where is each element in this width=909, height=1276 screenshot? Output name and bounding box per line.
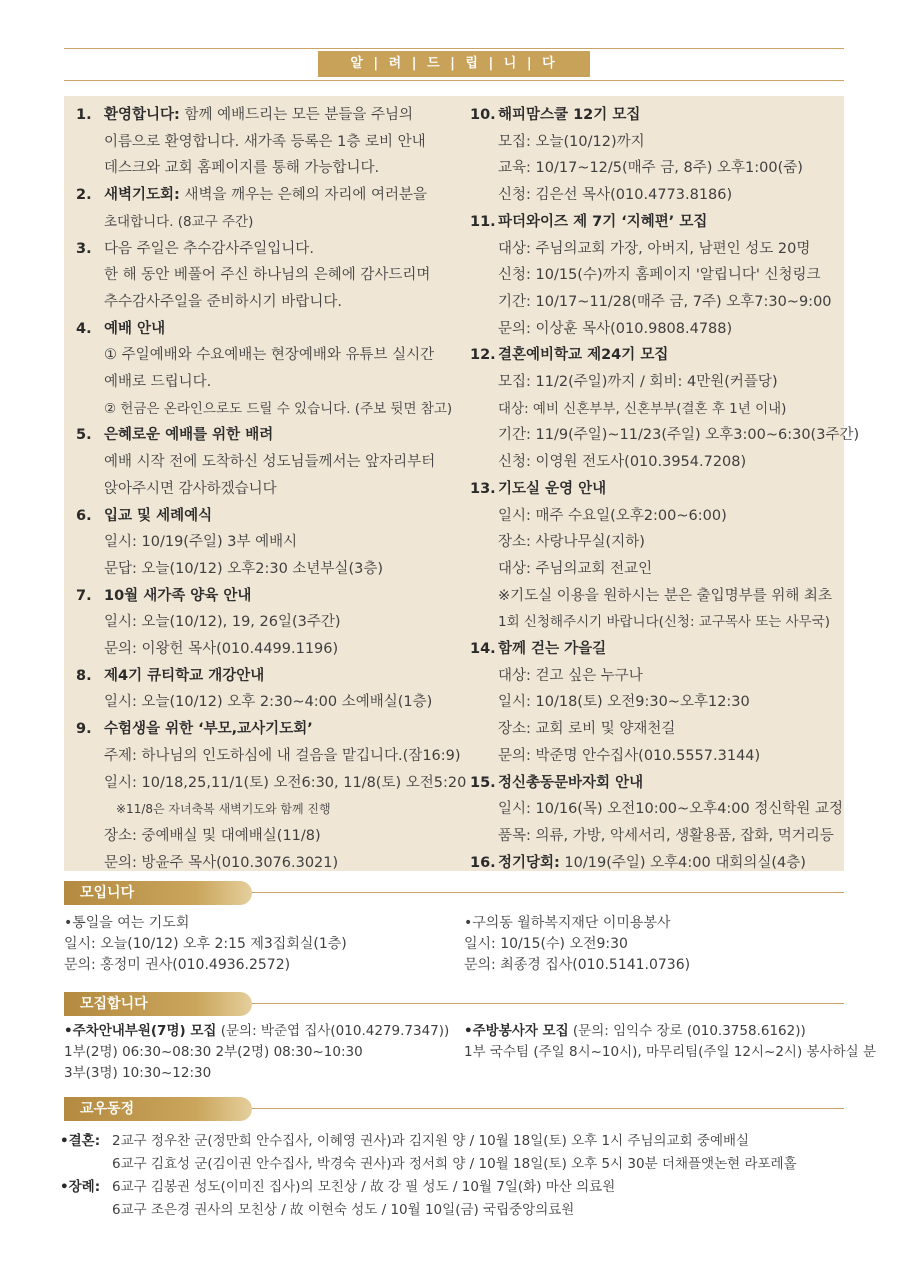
notice-detail-line: 장소: 사랑나무실(지하) bbox=[498, 534, 645, 551]
notice-detail-line: 일시: 매주 수요일(오후2:00~6:00) bbox=[498, 507, 727, 524]
notice-title-line bbox=[470, 770, 842, 797]
notice-detail-line: 예배로 드립니다. bbox=[104, 374, 212, 391]
meet-right bbox=[464, 913, 690, 976]
notice-detail-line: 데스크와 교회 홈페이지를 통해 가능합니다. bbox=[104, 160, 380, 177]
notice-detail-line: 대상: 주님의교회 전교인 bbox=[498, 560, 653, 577]
recruit-left-contact: (문의: 박준엽 집사(010.4279.7347)) bbox=[216, 1023, 450, 1039]
notice-detail-line: 일시: 10/18,25,11/1(토) 오전6:30, 11/8(토) 오전5:20 bbox=[104, 774, 467, 791]
notice-number: 6. bbox=[76, 507, 92, 524]
notice-number: 3. bbox=[76, 240, 92, 257]
notice-title-line bbox=[76, 182, 461, 209]
notice-detail-line: 예배 시작 전에 도착하신 성도님들께서는 앞자리부터 bbox=[104, 454, 436, 471]
section-meet bbox=[64, 881, 844, 905]
notice-detail-line: 1회 신청해주시기 바랍니다(신청: 교구목사 또는 사무국) bbox=[498, 614, 831, 631]
notice-detail-line: 대상: 걷고 싶은 누구나 bbox=[498, 667, 643, 684]
notice-title-line bbox=[76, 236, 461, 263]
notice-item bbox=[76, 663, 461, 716]
top-rule bbox=[64, 48, 844, 49]
meet-left-line: 문의: 홍정미 권사(010.4936.2572) bbox=[64, 957, 291, 973]
notice-detail-line: 문의: 이왕헌 목사(010.4499.1196) bbox=[104, 641, 339, 658]
notice-item bbox=[76, 716, 467, 876]
section-rule bbox=[252, 1108, 844, 1109]
banner-rule bbox=[64, 80, 844, 81]
notice-title: 제4기 큐티학교 개강안내 bbox=[104, 667, 265, 684]
notice-detail-line: 앉아주시면 감사하겠습니다 bbox=[104, 480, 277, 497]
notice-number: 4. bbox=[76, 320, 92, 337]
meet-left bbox=[64, 913, 347, 976]
notice-item bbox=[470, 636, 842, 770]
notice-number: 2. bbox=[76, 187, 92, 204]
section-rule bbox=[252, 1003, 844, 1004]
notice-detail-line: 모집: 오늘(10/12)까지 bbox=[498, 133, 645, 150]
section-title: 모입니다 bbox=[64, 881, 252, 905]
notice-item bbox=[470, 102, 842, 209]
wedding-line: 2교구 정우찬 군(정만희 안수집사, 이혜영 권사)과 김지원 양 / 10월 18일(토) 오후 1시 주님의교회 중예배실 bbox=[112, 1133, 750, 1149]
notice-note: ※11/8은 자녀축복 새벽기도와 함께 진행 bbox=[116, 802, 331, 817]
section-news bbox=[64, 1097, 844, 1121]
notice-number: 10. bbox=[470, 107, 496, 123]
meet-right-line: 문의: 최종경 집사(010.5141.0736) bbox=[464, 957, 691, 973]
recruit-left-line: 1부(2명) 06:30~08:30 2부(2명) 08:30~10:30 bbox=[64, 1044, 363, 1060]
notice-title: 환영합니다: bbox=[104, 107, 180, 123]
notice-detail-line: 주제: 하나님의 인도하심에 내 걸음을 맡깁니다.(잠16:9) bbox=[104, 747, 461, 764]
notice-number: 14. bbox=[470, 641, 496, 658]
section-rule bbox=[252, 892, 844, 893]
notice-title: 예배 안내 bbox=[104, 320, 166, 337]
recruit-left-title: •주차안내부원(7명) 모집 bbox=[64, 1023, 217, 1039]
notice-number: 5. bbox=[76, 427, 92, 444]
notice-item bbox=[76, 102, 461, 182]
notice-item bbox=[76, 316, 461, 423]
notice-item bbox=[76, 236, 461, 316]
meet-left-title: •통일을 여는 기도회 bbox=[64, 915, 190, 931]
notice-detail-line: 문의: 박준명 안수집사(010.5557.3144) bbox=[498, 747, 761, 764]
notice-title: 결혼예비학교 제24기 모집 bbox=[498, 347, 669, 364]
recruit-right-contact: (문의: 임익수 장로 (010.3758.6162)) bbox=[568, 1023, 806, 1039]
notice-detail-line: 대상: 주님의교회 가장, 아버지, 남편인 성도 20명 bbox=[498, 240, 811, 257]
notice-title: 10월 새가족 양육 안내 bbox=[104, 587, 252, 604]
recruit-right-title: •주방봉사자 모집 bbox=[464, 1023, 569, 1039]
notice-detail-line: 신청: 10/15(수)까지 홈페이지 '알립니다' 신청링크 bbox=[498, 267, 821, 284]
notice-title-line bbox=[470, 209, 842, 236]
notice-detail-line: 한 해 동안 베풀어 주신 하나님의 은혜에 감사드리며 bbox=[104, 267, 431, 284]
notice-detail-line: 품목: 의류, 가방, 악세서리, 생활용품, 잡화, 먹거리등 bbox=[498, 827, 834, 844]
notice-item bbox=[470, 476, 842, 636]
notice-detail-line: ※기도실 이용을 원하시는 분은 출입명부를 위해 최초 bbox=[498, 587, 832, 604]
notice-title: 입교 및 세례예식 bbox=[104, 507, 213, 524]
notice-title-line bbox=[76, 316, 461, 343]
notice-number: 7. bbox=[76, 587, 92, 604]
notice-detail-line: 신청: 김은선 목사(010.4773.8186) bbox=[498, 187, 733, 204]
section-title: 교우동정 bbox=[64, 1097, 252, 1121]
notice-detail-line: 대상: 예비 신혼부부, 신혼부부(결혼 후 1년 이내) bbox=[498, 400, 787, 417]
meet-right-line: 일시: 10/15(수) 오전9:30 bbox=[464, 936, 628, 952]
recruit-left-line: 3부(3명) 10:30~12:30 bbox=[64, 1065, 212, 1081]
notice-left-column bbox=[76, 102, 467, 876]
notice-detail-line: 모집: 11/2(주일)까지 / 회비: 4만원(커플당) bbox=[498, 374, 778, 391]
notice-detail-line: 추수감사주일을 준비하시기 바랍니다. bbox=[104, 293, 342, 310]
notice-detail-line: 초대합니다. (8교구 주간) bbox=[104, 213, 254, 230]
notice-title: 파더와이즈 제 7기 ‘지혜편’ 모집 bbox=[498, 213, 708, 230]
notice-detail-line: ② 헌금은 온라인으로도 드릴 수 있습니다. (주보 뒷면 참고) bbox=[104, 400, 453, 417]
notice-title: 정신총동문바자회 안내 bbox=[498, 774, 644, 791]
wedding-line: 6교구 김효성 군(김이권 안수집사, 박경숙 권사)과 정서희 양 / 10월 18일(토) 오후 5시 30분 더채플앳논현 라포레홀 bbox=[112, 1156, 797, 1172]
news-block bbox=[60, 1130, 797, 1222]
recruit-right-line: 1부 국수팀 (주일 8시~10시), 마무리팀(주일 12시~2시) 봉사하실 분 bbox=[464, 1044, 877, 1060]
notice-detail-line: 장소: 교회 로비 및 양재천길 bbox=[498, 721, 676, 738]
notice-detail-line: 신청: 이영원 전도사(010.3954.7208) bbox=[498, 454, 747, 471]
notice-title-text: 10/19(주일) 오후4:00 대회의실(4층) bbox=[559, 854, 806, 871]
notice-item bbox=[470, 850, 842, 877]
section-recruit bbox=[64, 992, 844, 1016]
notice-title: 새벽기도회: bbox=[104, 187, 180, 204]
notice-title-line bbox=[76, 716, 461, 743]
notice-title: 은혜로운 예배를 위한 배려 bbox=[104, 427, 274, 444]
notice-panel bbox=[64, 96, 860, 871]
notice-title-line bbox=[470, 636, 842, 663]
notice-number: 8. bbox=[76, 667, 92, 684]
notice-item bbox=[76, 583, 461, 663]
notice-title: 수험생을 위한 ‘부모,교사기도회’ bbox=[104, 721, 313, 738]
notice-detail-line: 문의: 이상훈 목사(010.9808.4788) bbox=[498, 320, 733, 337]
notice-detail-line: ① 주일예배와 수요예배는 현장예배와 유튜브 실시간 bbox=[104, 347, 435, 364]
recruit-left bbox=[64, 1021, 449, 1084]
notice-detail-line: 일시: 10/19(주일) 3부 예배시 bbox=[104, 534, 298, 551]
notice-detail-line: 장소: 중예배실 및 대예배실(11/8) bbox=[104, 827, 321, 844]
funeral-line: 6교구 조은경 권사의 모친상 / 故 이현숙 성도 / 10월 10일(금) 국립중앙의료원 bbox=[112, 1202, 575, 1218]
funeral-line: 6교구 김봉권 성도(이미진 집사)의 모친상 / 故 강 필 성도 / 10월 7일(화) 마산 의료원 bbox=[112, 1179, 616, 1195]
notice-item bbox=[76, 503, 461, 583]
notice-title-line bbox=[470, 342, 842, 369]
notice-item bbox=[470, 342, 860, 476]
notice-number: 11. bbox=[470, 213, 496, 230]
notice-title-text: 새벽을 깨우는 은혜의 자리에 여러분을 bbox=[179, 187, 427, 204]
notice-detail-line: 기간: 10/17~11/28(매주 금, 7주) 오후7:30~9:00 bbox=[498, 293, 832, 310]
notice-number: 1. bbox=[76, 107, 92, 123]
notice-title: 기도실 운영 안내 bbox=[498, 480, 607, 497]
notice-number: 13. bbox=[470, 480, 496, 497]
notice-title-line bbox=[76, 422, 461, 449]
notice-detail-line: 문의: 방윤주 목사(010.3076.3021) bbox=[104, 854, 339, 871]
funeral-label: •장례: bbox=[60, 1179, 101, 1195]
notice-title: 해피맘스쿨 12기 모집 bbox=[498, 107, 641, 123]
notice-item bbox=[76, 422, 461, 502]
notice-title-line bbox=[76, 663, 461, 690]
notice-title-line bbox=[470, 476, 842, 503]
notice-detail-line: 일시: 10/18(토) 오전9:30~오후12:30 bbox=[498, 694, 750, 711]
notice-title: 함께 걷는 가을길 bbox=[498, 641, 607, 658]
notice-number: 9. bbox=[76, 721, 92, 738]
notice-title-text: 함께 예배드리는 모든 분들을 주님의 bbox=[179, 107, 413, 123]
notice-title-line bbox=[76, 583, 461, 610]
notice-number: 15. bbox=[470, 774, 496, 791]
notice-detail-line: 일시: 10/16(목) 오전10:00~오후4:00 정신학원 교정 bbox=[498, 801, 844, 818]
notice-right-column bbox=[470, 102, 860, 876]
notice-number: 12. bbox=[470, 347, 496, 364]
notice-title-line bbox=[470, 102, 842, 129]
notice-title: 정기당회: bbox=[498, 854, 560, 871]
notice-title-text: 다음 주일은 추수감사주일입니다. bbox=[104, 240, 314, 257]
notice-number: 16. bbox=[470, 854, 496, 871]
notice-item bbox=[470, 209, 842, 343]
meet-left-line: 일시: 오늘(10/12) 오후 2:15 제3집회실(1층) bbox=[64, 936, 347, 952]
notice-detail-line: 일시: 오늘(10/12) 오후 2:30~4:00 소예배실(1층) bbox=[104, 694, 433, 711]
notice-detail-line: 기간: 11/9(주일)~11/23(주일) 오후3:00~6:30(3주간) bbox=[498, 427, 860, 444]
section-title: 모집합니다 bbox=[64, 992, 252, 1016]
wedding-label: •결혼: bbox=[60, 1133, 101, 1149]
notice-detail-line: 일시: 오늘(10/12), 19, 26일(3주간) bbox=[104, 614, 341, 631]
notice-title-line bbox=[76, 102, 461, 129]
meet-right-title: •구의동 월하복지재단 이미용봉사 bbox=[464, 915, 671, 931]
recruit-right bbox=[464, 1021, 876, 1063]
notice-detail-line: 이름으로 환영합니다. 새가족 등록은 1층 로비 안내 bbox=[104, 133, 426, 150]
notice-item bbox=[470, 770, 842, 850]
notice-title-line bbox=[76, 503, 461, 530]
notice-banner: 알 | 려 | 드 | 립 | 니 | 다 bbox=[318, 51, 590, 77]
notice-detail-line: 교육: 10/17~12/5(매주 금, 8주) 오후1:00(줌) bbox=[498, 160, 803, 177]
notice-item bbox=[76, 182, 461, 235]
notice-title-line bbox=[470, 850, 842, 877]
notice-detail-line: 문답: 오늘(10/12) 오후2:30 소년부실(3층) bbox=[104, 560, 383, 577]
